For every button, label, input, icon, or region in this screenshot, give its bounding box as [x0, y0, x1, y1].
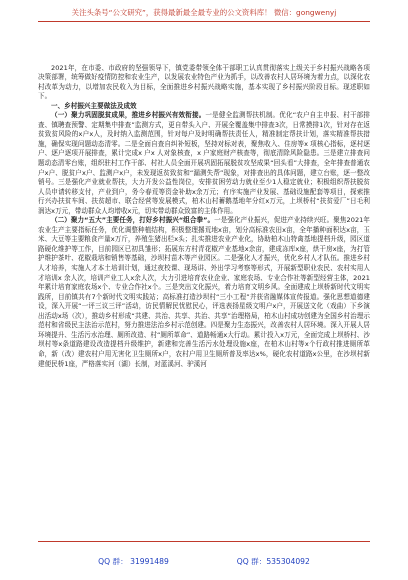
qq-group-2: QQ 群：535304092 [236, 557, 310, 566]
qq-group-1: QQ 群： 31991489 [98, 557, 169, 566]
promo-banner: 关注头条号“公文研究”，获得最新最全最专业的公文资料库！ 微信：gongwenyj [71, 8, 337, 17]
subsection-2 [38, 216, 370, 369]
subsection-1-title: （一）聚力巩固脱贫成果，推进乡村振兴有效衔接。 [51, 111, 206, 120]
footer-divider [38, 541, 370, 542]
subsection-2-text: 一是强化产业振兴，促进产业持续兴旺。聚焦2021年农业生产主要指标任务，优化调整种植结构，积极整理撂荒地x亩，划分高标准农田x亩，全年播种面积达x亩，玉米、大豆等主要粮食产量x万斤，养殖生猪出栏x头；扎实推进农业产业化，协助柏木山特禽基地提档升级，园区道路硬化维护等工作，目前园区已初具雏形；拓展东方村青花椒产业基地x余亩，建成冻库x座，烘干房x座，为打管护维护茶叶、花椒栽培和销售等基础，沙坝村苗木等产业园区。二是强化人才振兴，优化乡村人才队伍。推进乡村人才培养，实施人才本土培训计划，通过夜校课、现场讲、外出学习考察等形式，开展新型职业农民、农村实用人才培训x 余人次，培训产业工人x余人次，大力引进培育农业企业、家庭农场、专业合作社等新型经营主体，2021年累计培育家庭农场x个、专业合作社x个。三是突出文化振兴，着力培育文明乡风。全面建成上坝桥新时代文明实践所，目前镇共有7个新时代文明实践站；高标准打造沙坝村“三小工程”并获省融媒体宣传报道。强化思想道德建设，深入开展“一评三议三评”活动，访民情解民忧慰民心，评选表扬星级文明户x户，开展送文化（戏曲）下乡演出活动x场（次），推动乡村形成“共建、共治、共享、共治、共享”治理格局，柏木山村成功创建为全国乡村治理示范村和省级民主法治示范村，努力推进法治乡村示范创建。四是聚力生态振兴，改善农村人居环境。深入开展人居环境提升、生活污水治理、厕所改造、村“厕所革命”、道路畅通x大行动。累计投入x万元，全面完成上坝桥村、沙坝村等x条道路建设改造提档升级维护，新建和完善生活污水处理设施x座，在柏木山村等x个行政村推进厕所革命，新（改）建农村户用无害化卫生厕所x户，农村户用卫生厕所普及率达x%，硬化农村道路x公里，在沙坝村新建便民桥1座，严格落实河（湖）长制，对蓝溪河、驴溪河 [38, 216, 370, 368]
subsection-1 [38, 111, 370, 216]
header-divider [38, 21, 370, 22]
qq-footer [0, 556, 408, 567]
intro-paragraph: 2021年，在市委、市政府的坚强领导下，镇党委带领全体干部职工认真贯彻落实上级关于乡村振兴战略各项决策部署，统筹做好疫情防控和农业生产，以发展农业特色产业为抓手，以改善农村人居环境为着力点，以深化农村改革为动力，以增加农民收入为目标，全面推进乡村振兴战略实施，基本实现了乡村振兴阶段目标。现述职如下。 [38, 63, 370, 101]
subsection-2-title: （二）聚力“五大”主要任务，打好乡村振兴“组合拳”。 [51, 216, 215, 225]
blank-line [38, 54, 370, 64]
document-body [38, 54, 370, 536]
subsection-1-text: 一是健全监测帮扶机制。优化“农户自主申报、村干部排查、镇聘查预警、定期集中排查”监测方式，更自带头入户、开展全覆盖集中排查3次，日常摸排1次，针对存在返贫致贫风险的x户x人，及时纳入监测范围，针对每户及时明确帮扶责任人，精准制定帮扶计划，落实精准帮扶措施，确保实现问题动态清零。二是全面自查自纠补短板，坚持对标对表，聚焦收入、住房等x 项核心指标，逐村逐户、逐户逐项开展排查，累计完成x 户x 人对象核查，x 户家庭财产核查等，彻底清除风险隐患。三是建立排查问题动态清零台账，组织驻村工作干部、村社人员全面开展巩固拓展脱贫攻坚成果“回头看”大排查，全年排查普通农户x户、脱贫户x户、监测户x户，未发现返贫致贫和“漏测失帮”现象，对排查出的具体问题，建立台账，逐一整改销号。三是强化产业就业帮扶，大力开发公益性岗位，安排贫困劳动力就业至少1人稳定就业；积极组织帮扶脱贫人员申请转移支付，产业到户，务今春荒等资金补助x余万元；有序实施产业发展、基础设施配套等项目，探索推行兴办扶贫车间、扶贫超市、联合经营等发展模式，柏木山村蓄鹅基地年分红x万元，上坝桥村“扶贫爱厂”日毛利润达x万元，带动群众人均增收x元，切实带动群众致富的主体作用。 [38, 111, 370, 215]
section-heading: 一、乡村振兴主要做法及成效 [51, 101, 137, 110]
